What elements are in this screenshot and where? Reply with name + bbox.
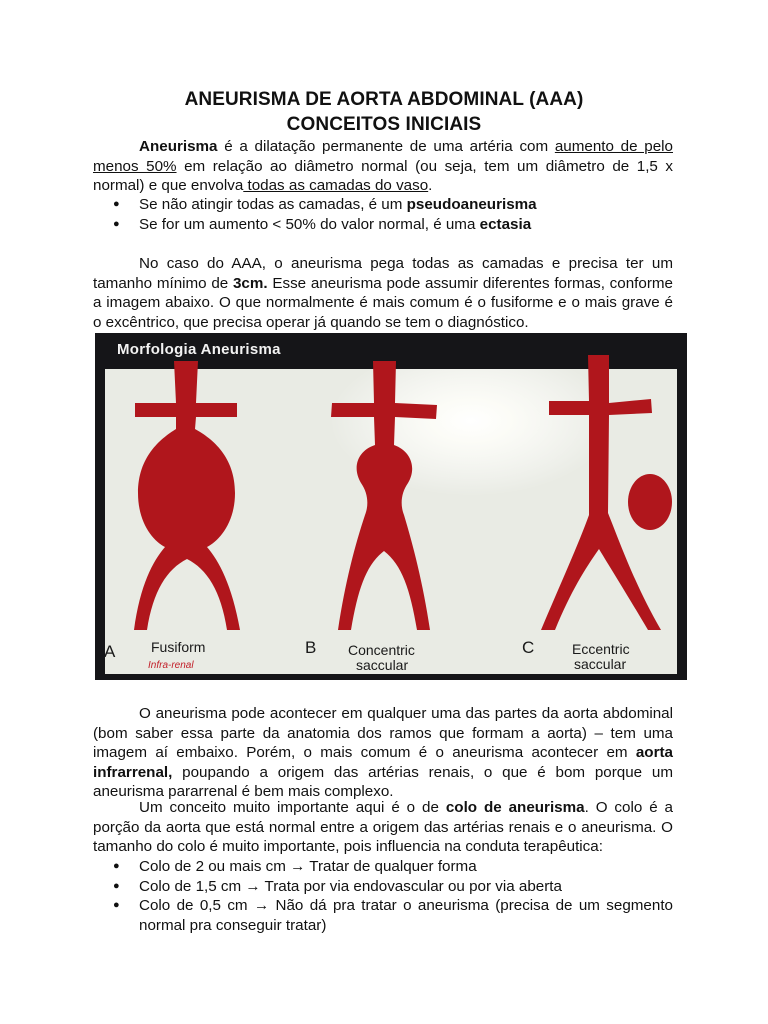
eccentric-sac [628, 474, 672, 530]
label-b-letter: B [305, 638, 317, 657]
list-item: ● Se for um aumento < 50% do valor normal, é uma ectasia [93, 215, 673, 235]
list-item: ● Se não atingir todas as camadas, é um pseudoaneurisma [93, 195, 673, 215]
label-b-line2: saccular [356, 657, 409, 673]
label-a-letter: A [104, 642, 116, 661]
intro-bold-term: Aneurisma [139, 138, 218, 155]
list-item: ● Colo de 1,5 cm → Trata por via endovascular ou por via aberta [93, 877, 673, 897]
figure-title: Morfologia Aneurisma [117, 341, 281, 358]
list-item: ● Colo de 2 ou mais cm → Tratar de qualquer forma [93, 857, 673, 877]
definition-list [93, 195, 673, 234]
aneurysm-illustration [95, 333, 687, 680]
location-paragraph: O aneurisma pode acontecer em qualquer uma das partes da aorta abdominal (bom saber essa parte da anatomia dos ramos que formam a aorta) – tem uma imagem aí embaixo. Porém, o mais comum é o aneurisma acontecer em aorta infrarrenal, poupando a origem das artérias renais, o que é bom porque um aneurisma pararrenal é bem mais complexo. [93, 705, 673, 800]
intro-paragraph: Aneurisma é a dilatação permanente de uma artéria com aumento de pelo menos 50% em relação ao diâmetro normal (ou seja, tem um diâmetro de 1,5 x normal) e que envolva todas as camadas do vaso. [93, 138, 673, 194]
colo-paragraph: Um conceito muito importante aqui é o de colo de aneurisma. O colo é a porção da aorta que está normal entre a origem das artérias renais e o aneurisma. O tamanho do colo é muito importante, pois influencia na conduta terapêutica: [93, 799, 673, 855]
list-item: ● Colo de 0,5 cm → Não dá pra tratar o aneurisma (precisa de um segmento normal pra conseguir tratar) [93, 896, 673, 935]
label-c-letter: C [522, 638, 535, 657]
intro-underline-1: aumento de pelo menos 50% [93, 138, 673, 175]
colo-list [93, 857, 673, 935]
label-c-line2: saccular [574, 656, 627, 672]
label-b-line1: Concentric [348, 642, 415, 658]
page-title: ANEURISMA DE AORTA ABDOMINAL (AAA) [184, 89, 584, 110]
label-a-text: Fusiform [151, 639, 206, 655]
intro-underline-2: todas as camadas do vaso [243, 177, 429, 194]
page-subtitle: CONCEITOS INICIAIS [286, 114, 482, 135]
morphology-figure [95, 333, 687, 680]
aaa-paragraph: No caso do AAA, o aneurisma pega todas as camadas e precisa ter um tamanho mínimo de 3cm. Esse aneurisma pode assumir diferentes formas, conforme a imagem abaixo. O que normalmente é mais comum é o fusiforme e o mais grave é o excêntrico, que precisa operar já quando se tem o diagnóstico. [93, 255, 673, 331]
label-c-line1: Eccentric [572, 641, 630, 657]
handwritten-note: Infra-renal [148, 660, 194, 671]
